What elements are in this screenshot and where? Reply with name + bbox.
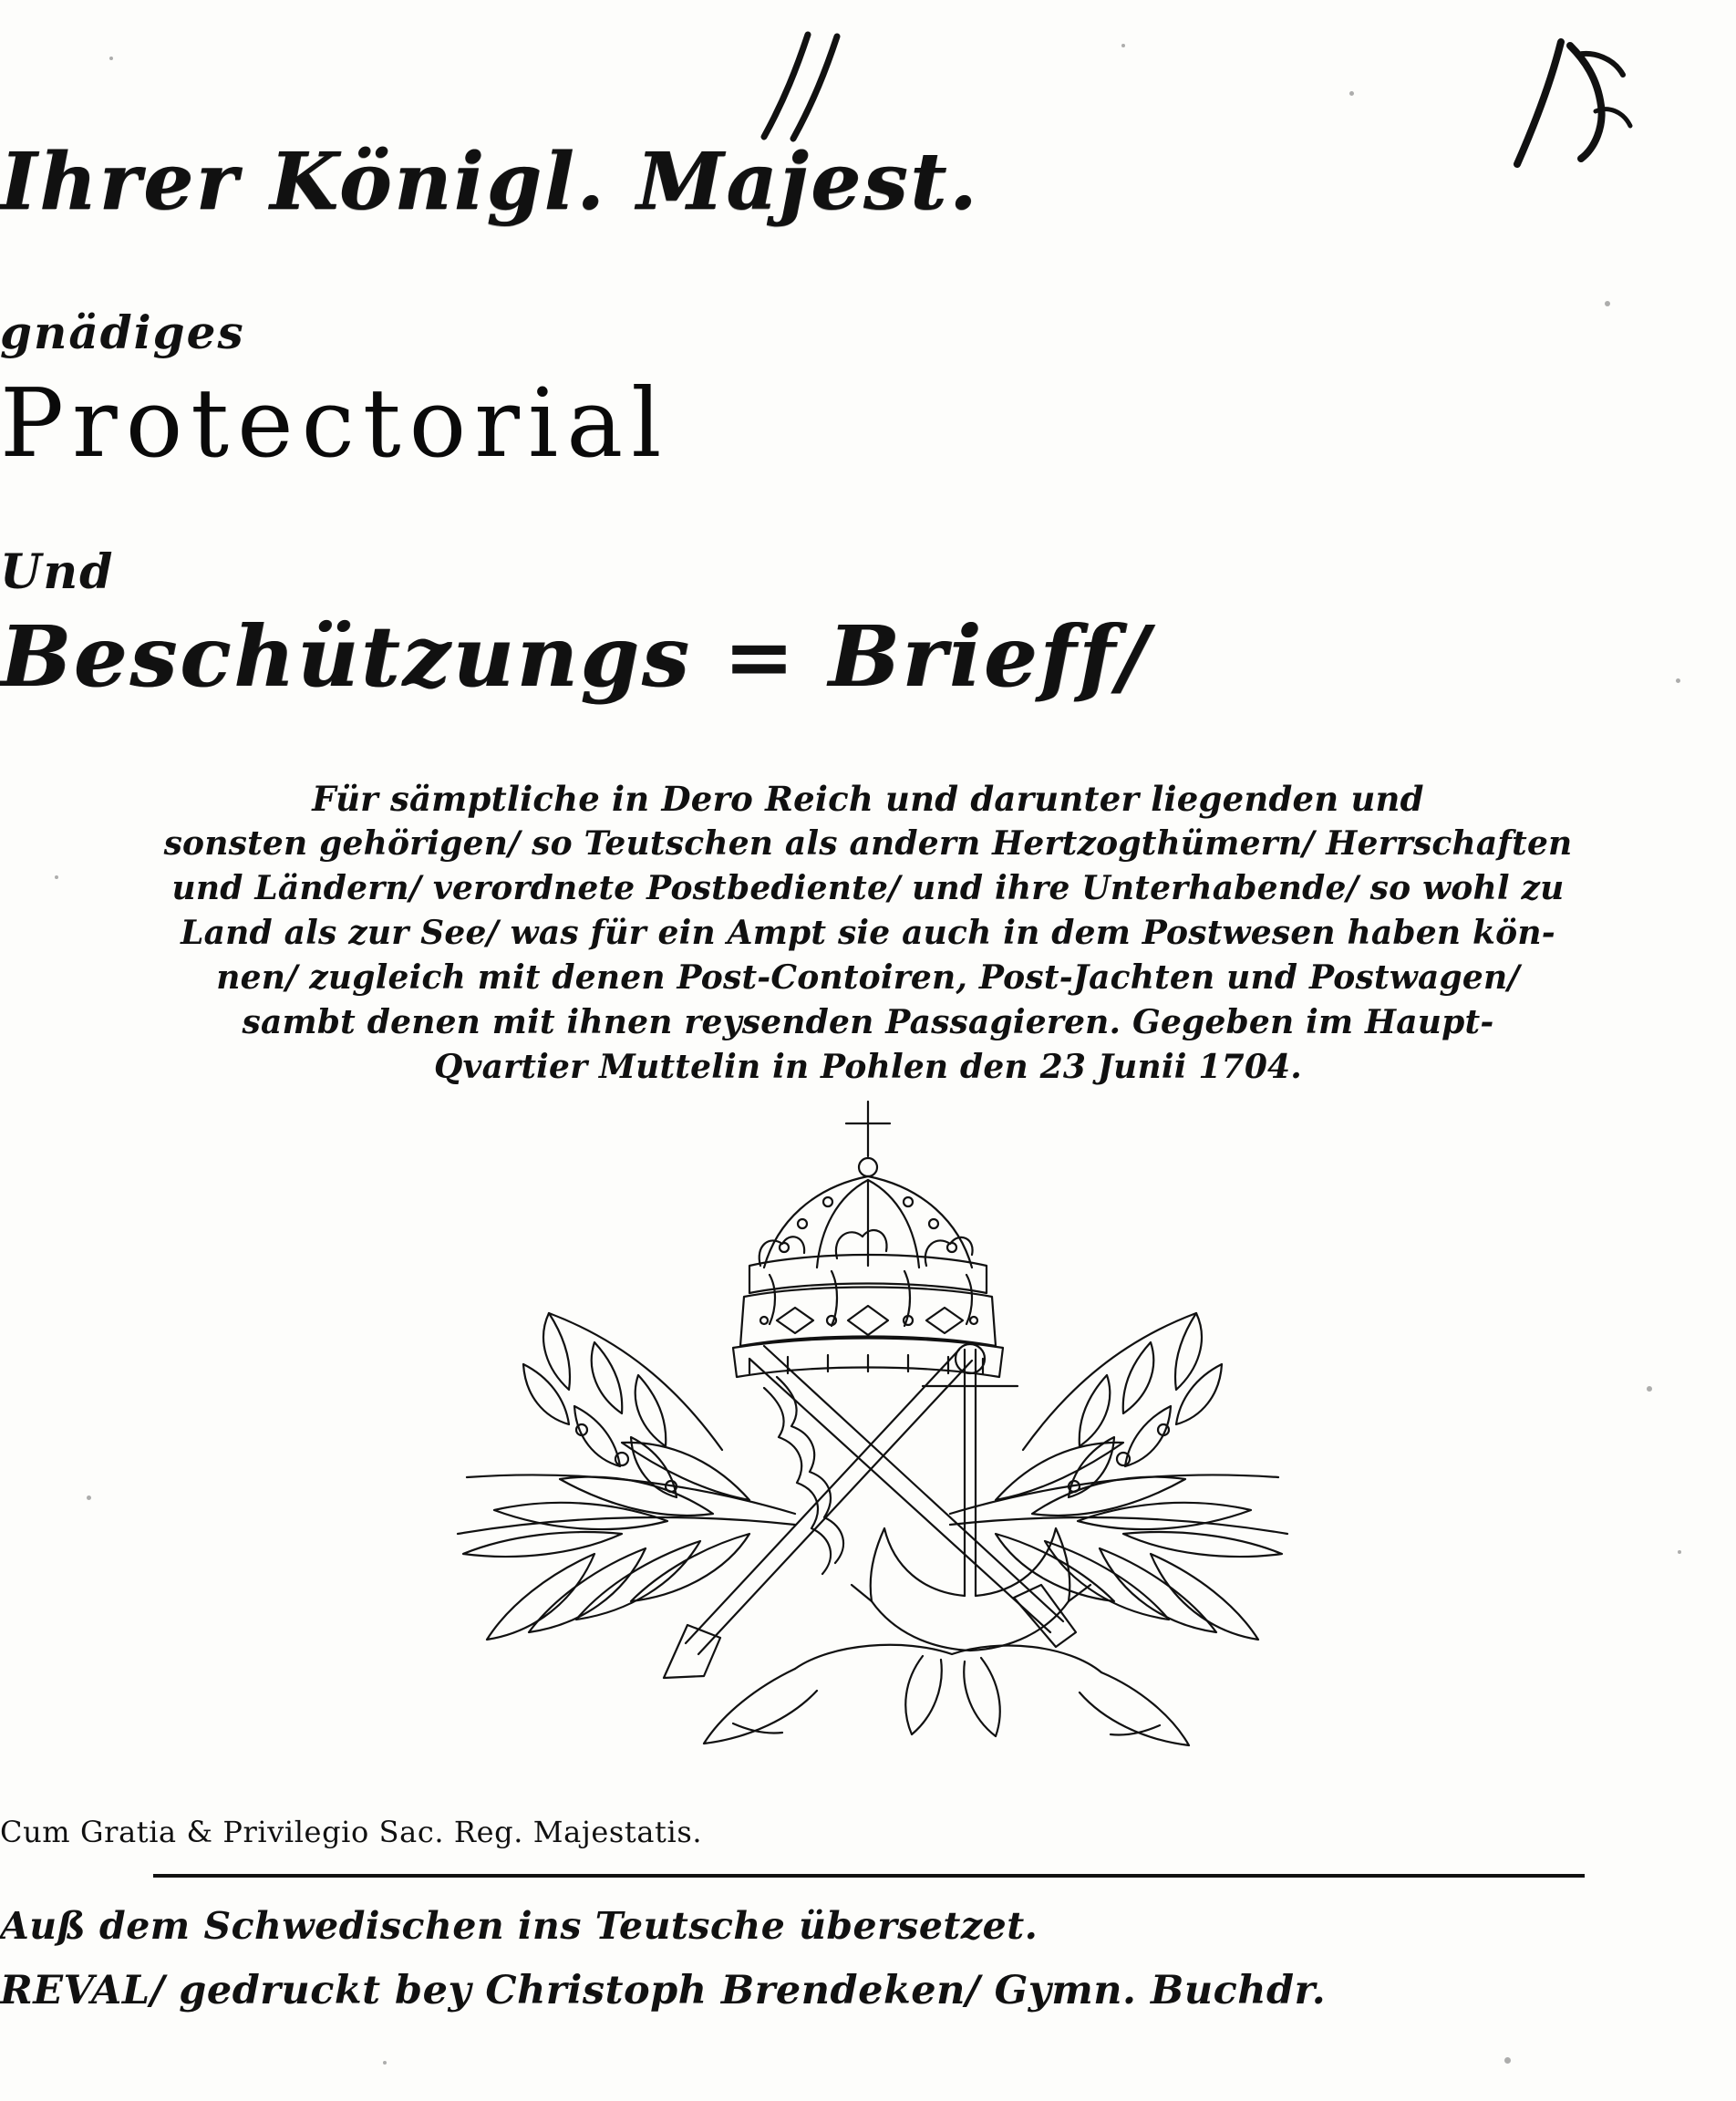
paper-speckle <box>1678 1550 1681 1554</box>
body-line: Qvartier Muttelin in Pohlen den 23 Junii 1704. <box>433 1048 1303 1086</box>
horizontal-rule <box>153 1874 1585 1878</box>
body-line: nen/ zugleich mit denen Post-Contoiren, Post-Jachten und Postwagen/ <box>216 958 1520 997</box>
printer-line: REVAL/ gedruckt bey Christoph Brendeken/ Gymn. Buchdr. <box>0 1968 1327 2013</box>
body-line: sonsten gehörigen/ so Teutschen als andern Hertzogthümern/ Herrschaften <box>163 824 1573 863</box>
title-line-1: Ihrer Königl. Majest. <box>0 136 979 228</box>
paper-speckle <box>1504 2057 1511 2064</box>
body-line: Für sämptliche in Dero Reich und darunter liegenden und <box>312 779 1424 819</box>
pen-mark-left-icon <box>729 27 894 146</box>
paper-speckle <box>55 875 58 879</box>
body-line: Land als zur See/ was für ein Ampt sie auch in dem Postwesen haben kön- <box>181 914 1555 952</box>
paper-speckle <box>383 2061 387 2065</box>
title-line-2: gnädiges <box>0 305 245 359</box>
paper-speckle <box>1647 1386 1652 1392</box>
title-line-3-protectorial: Protectorial <box>0 367 670 479</box>
crown-emblem-illustration <box>321 1085 1415 1778</box>
body-line: sambt denen mit ihnen reysenden Passagieren. Gegeben im Haupt- <box>242 1003 1494 1041</box>
body-line: und Ländern/ verordnete Postbediente/ und ihre Unterhabende/ so wohl zu <box>171 869 1565 907</box>
paper-speckle <box>1349 91 1354 96</box>
paper-speckle <box>1605 301 1610 306</box>
paper-speckle <box>109 57 113 60</box>
title-line-4-und: Und <box>0 544 115 600</box>
body-paragraph <box>137 777 1599 1090</box>
privilege-line: Cum Gratia & Privilegio Sac. Reg. Majestatis. <box>0 1815 703 1849</box>
paper-speckle <box>1121 44 1125 47</box>
title-line-5-beschuetzungs-brieff: Beschützungs = Brieff/ <box>0 607 1152 706</box>
paper-speckle <box>87 1496 91 1500</box>
translation-note: Auß dem Schwedischen ins Teutsche übersetzet. <box>0 1904 1038 1948</box>
